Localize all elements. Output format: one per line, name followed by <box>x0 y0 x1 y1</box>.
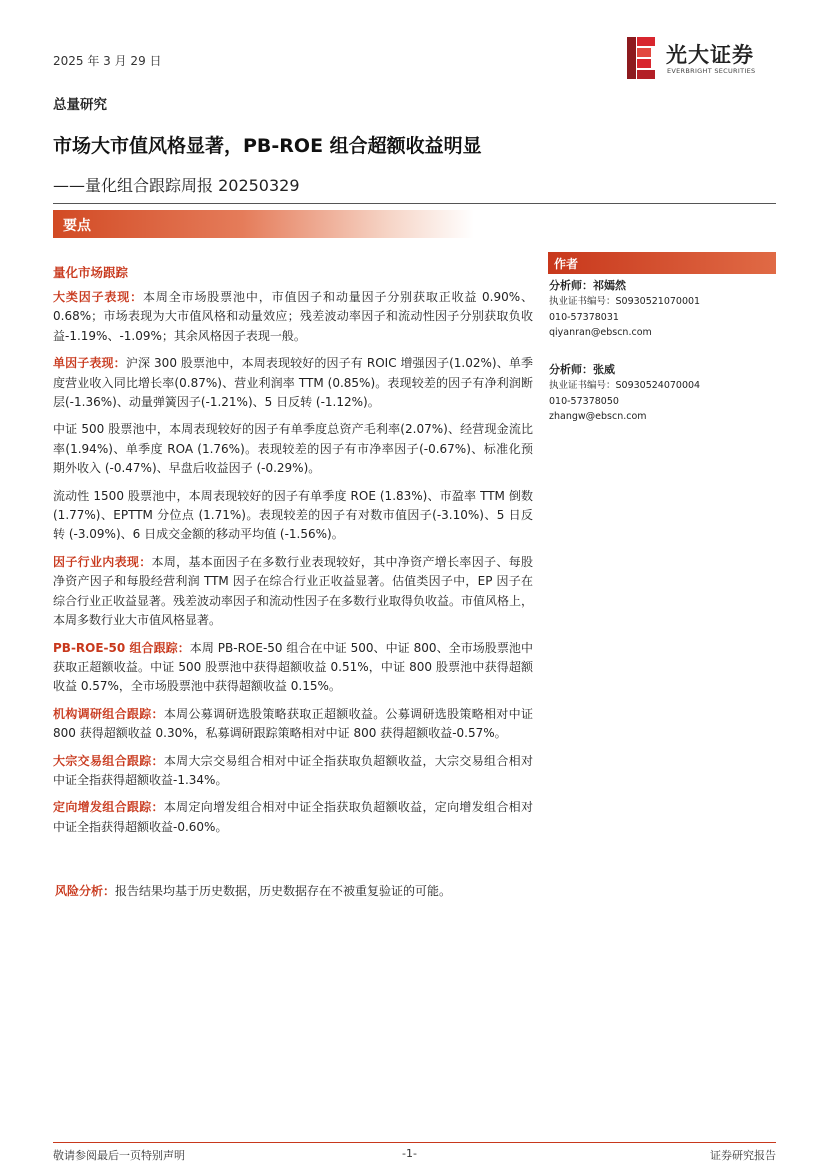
paragraph <box>53 639 533 697</box>
analyst-card <box>549 277 700 341</box>
analyst-phone: 010-57378031 <box>549 311 619 323</box>
paragraph <box>53 798 533 837</box>
paragraph-lead: 大类因子表现： <box>53 290 144 304</box>
title-divider <box>53 203 776 204</box>
paragraph-text: 本周 PB-ROE-50 组合在中证 500、中证 800、全市场股票池中获取正超额收益。中证 500 股票池中获得超额收益 0.51%，中证 800 股票池中获得超额收益 0.57%，全市场股票池中获得超额收益 0.15%。 <box>53 640 533 694</box>
paragraph <box>53 752 533 791</box>
section-subheading: 量化市场跟踪 <box>53 265 129 280</box>
main-body <box>53 288 533 845</box>
page-number: -1- <box>402 1147 417 1160</box>
page-title: 市场大市值风格显著，PB-ROE 组合超额收益明显 <box>53 135 482 157</box>
analyst-card <box>549 361 700 425</box>
paragraph-text: 流动性 1500 股票池中，本周表现较好的因子有单季度 ROE (1.83%)、市盈率 TTM 倒数(1.77%)、EPTTM 分位点 (1.71%)。表现较差的因子有对数市值因子(-3.10%)、5 日反转 (-3.09%)、6 日成交金额的移动平均值 (-1.56%)。 <box>53 488 533 542</box>
report-type: 总量研究 <box>53 97 107 113</box>
paragraph-text: 本周定向增发组合相对中证全指获取负超额收益，定向增发组合相对中证全指获得超额收益-0.60%。 <box>53 800 533 834</box>
analyst-email[interactable]: zhangw@ebscn.com <box>549 411 647 422</box>
analyst-cert: 执业证书编号：S0930521070001 <box>549 296 701 307</box>
paragraph-lead: 机构调研组合跟踪： <box>53 706 164 721</box>
paragraph <box>53 288 533 346</box>
logo-text: 光大证券 <box>666 43 754 67</box>
paragraph <box>53 354 533 412</box>
report-date: 2025 年 3 月 29 日 <box>53 54 162 68</box>
paragraph-lead: 定向增发组合跟踪： <box>53 800 164 815</box>
paragraph <box>53 487 533 545</box>
paragraph-lead: 大宗交易组合跟踪： <box>53 753 164 768</box>
author-header <box>548 252 776 274</box>
author-header-label: 作者 <box>554 257 579 271</box>
risk-text: 报告结果均基于历史数据，历史数据存在不被重复验证的可能。 <box>115 884 452 898</box>
paragraph <box>53 553 533 631</box>
section-header <box>53 210 474 238</box>
analyst-name: 分析师：祁嫣然 <box>549 279 626 292</box>
paragraph-lead: 因子行业内表现： <box>53 554 152 569</box>
risk-note <box>55 882 451 899</box>
paragraph-lead: 单因子表现： <box>53 356 126 371</box>
analyst-cert: 执业证书编号：S0930524070004 <box>549 380 701 391</box>
paragraph-text: 本周大宗交易组合相对中证全指获取负超额收益，大宗交易组合相对中证全指获得超额收益-1.34%。 <box>53 753 533 787</box>
page-subtitle: ——量化组合跟踪周报 20250329 <box>53 176 300 195</box>
analyst-name: 分析师：张威 <box>549 363 615 376</box>
analyst-email[interactable]: qiyanran@ebscn.com <box>549 327 652 338</box>
paragraph-lead: PB-ROE-50 组合跟踪： <box>53 640 190 655</box>
paragraph-text: 本周全市场股票池中，市值因子和动量因子分别获取正收益 0.90%、0.68%；市场表现为大市值风格和动量效应；残差波动率因子和流动性因子分别获取负收益-1.19%、-1.09%；其余风格因子表现一般。 <box>53 290 533 343</box>
paragraph-text: 中证 500 股票池中，本周表现较好的因子有单季度总资产毛利率(2.07%)、经营现金流比率(1.94%)、单季度 ROA (1.76%)。表现较差的因子有市净率因子(-0.67%)、标准化预期外收入 (-0.47%)、早盘后收益因子 (-0.29%)。 <box>53 422 533 476</box>
paragraph-text: 本周公募调研选股策略获取正超额收益。公募调研选股策略相对中证 800 获得超额收益 0.30%，私募调研跟踪策略相对中证 800 获得超额收益-0.57%。 <box>53 706 533 741</box>
paragraph <box>53 420 533 478</box>
risk-lead: 风险分析： <box>55 884 116 898</box>
paragraph-text: 本周，基本面因子在多数行业表现较好，其中净资产增长率因子、每股净资产因子和每股经营利润 TTM 因子在综合行业正收益显著。估值类因子中，EP 因子在综合行业正收益显著。残差波动率因子和流动性因子在多数行业取得负收益。市值风格上，本周多数行业大市值风格显著。 <box>53 554 534 628</box>
footer-divider <box>53 1142 776 1143</box>
analyst-phone: 010-57378050 <box>549 395 619 407</box>
footer-disclaimer: 敬请参阅最后一页特别声明 <box>53 1149 185 1162</box>
paragraph <box>53 705 533 744</box>
section-header-label: 要点 <box>63 218 91 234</box>
logo-text-en: EVERBRIGHT SECURITIES <box>667 67 756 75</box>
footer-report-type: 证券研究报告 <box>710 1149 776 1162</box>
paragraph-text: 沪深 300 股票池中，本周表现较好的因子有 ROIC 增强因子(1.02%)、单季度营业收入同比增长率(0.87%)、营业利润率 TTM (0.85%)。表现较差的因子有净利润断层(-1.36%)、动量弹簧因子(-1.21%)、5 日反转 (-1.12%)。 <box>53 356 533 410</box>
